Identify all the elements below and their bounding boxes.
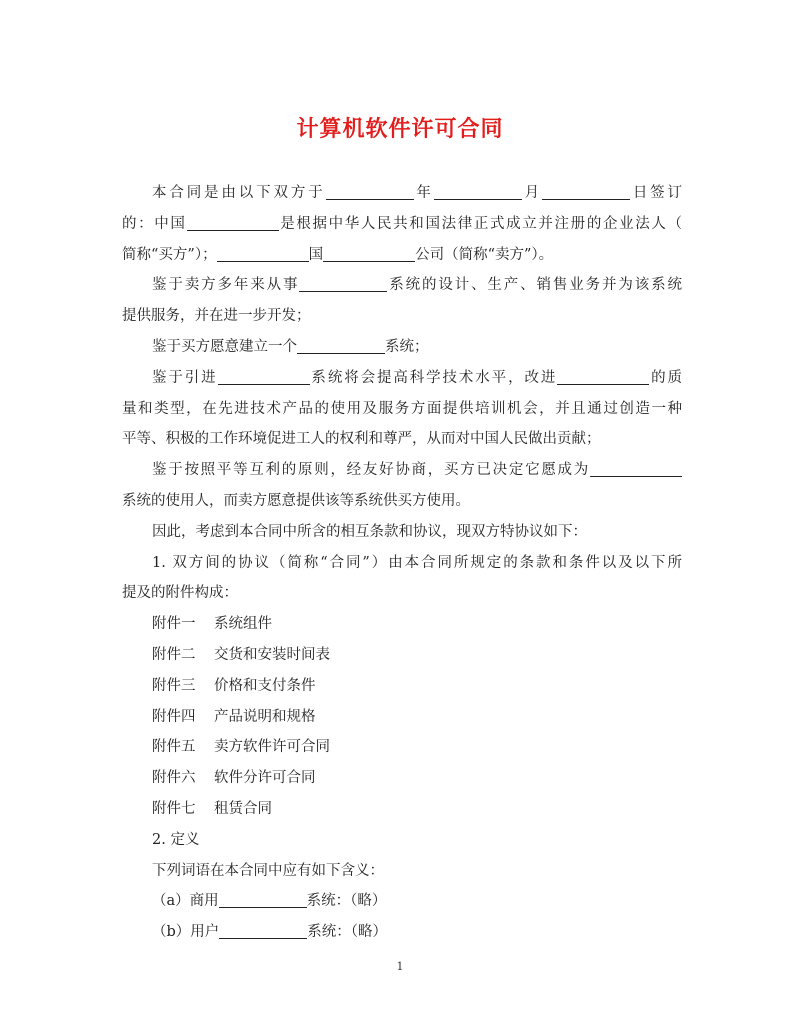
fill-blank — [323, 245, 415, 262]
attachment-item: 附件六 软件分许可合同 — [152, 770, 316, 787]
paragraph-line: 鉴于按照平等互利的原则，经友好协商，买方已决定它愿成为 — [122, 455, 682, 486]
attachment-item: 附件五 卖方软件许可合同 — [152, 739, 330, 756]
fill-blank — [542, 183, 630, 200]
paragraph-line: 提供服务，并在进一步开发； — [122, 308, 311, 325]
paragraph-line: 1. 双方间的协议（简称“合同”）由本合同所规定的条款和条件以及以下所 — [152, 554, 682, 571]
fill-blank — [219, 922, 307, 939]
fill-blank — [434, 183, 522, 200]
definition-item: （a）商用 系统：（略） — [152, 893, 387, 910]
paragraph-line: 提及的附件构成： — [122, 585, 238, 602]
fill-blank — [218, 368, 310, 385]
document-title: 计算机软件许可合同 — [296, 117, 504, 142]
attachment-item: 附件二 交货和安装时间表 — [152, 646, 330, 663]
definition-item: （b）用户 系统：（略） — [152, 924, 388, 941]
fill-blank — [590, 460, 682, 477]
fill-blank — [557, 368, 649, 385]
paragraph-line: 简称“买方”）； 国 公司（简称“卖方”）。 — [122, 246, 554, 263]
fill-blank — [299, 275, 387, 292]
paragraph-line: 鉴于引进 系统将会提高科学技术水平，改进 的质 — [152, 369, 683, 386]
section-heading: 2. 定义 — [152, 831, 200, 848]
paragraph-line: 系统的使用人，而卖方愿意提供该等系统供买方使用。 — [122, 492, 470, 509]
attachment-item: 附件一 系统组件 — [152, 616, 272, 633]
attachment-item: 附件三 价格和支付条件 — [152, 677, 316, 694]
paragraph-line: 鉴于买方愿意建立一个 系统； — [152, 338, 429, 355]
fill-blank — [219, 891, 307, 908]
attachment-item: 附件七 租赁合同 — [152, 800, 272, 817]
paragraph-line: 因此，考虑到本合同中所含的相互条款和协议，现双方特协议如下： — [152, 523, 587, 540]
page-number: 1 — [396, 960, 404, 973]
attachment-item: 附件四 产品说明和规格 — [152, 708, 316, 725]
paragraph-line: 平等、积极的工作环境促进工人的权利和尊严，从而对中国人民做出贡献； — [122, 431, 601, 448]
paragraph-line: 下列词语在本合同中应有如下含义： — [152, 862, 384, 879]
fill-blank — [187, 214, 279, 231]
paragraph-line: 鉴于卖方多年来从事 系统的设计、生产、销售业务并为该系统 — [152, 277, 683, 294]
fill-blank — [217, 245, 309, 262]
fill-blank — [326, 183, 414, 200]
paragraph-line: 本合同是由以下双方于 年 月 日签订 — [152, 185, 683, 201]
paragraph-line: 量和类型，在先进技术产品的使用及服务方面提供培训机会，并且通过创造一种 — [122, 400, 682, 417]
fill-blank — [297, 337, 385, 354]
document-body — [122, 178, 682, 948]
paragraph-line: 的：中国 是根据中华人民共和国法律正式成立并注册的企业法人（ — [122, 215, 683, 232]
